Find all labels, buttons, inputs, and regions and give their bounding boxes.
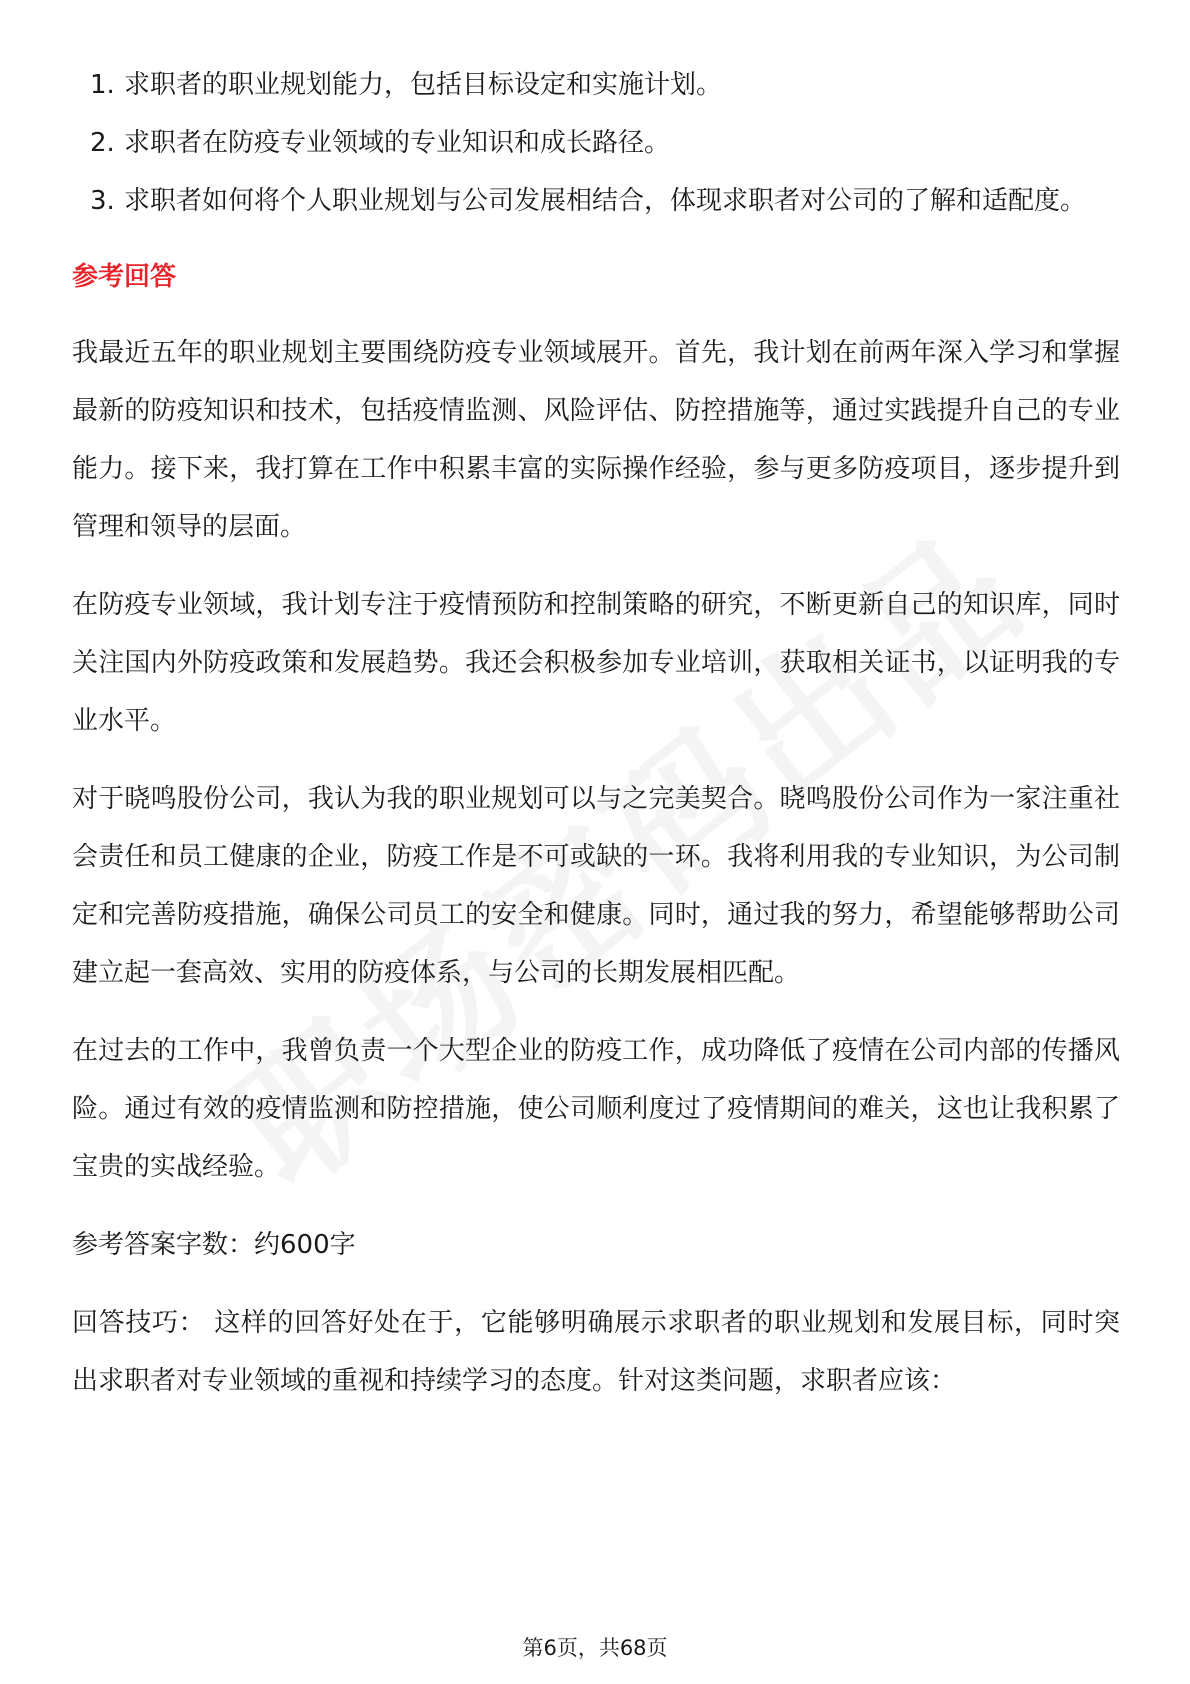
word-count-note: 参考答案字数：约600字: [72, 1230, 356, 1260]
list-item-text: 求职者在防疫专业领域的专业知识和成长路径。: [124, 128, 671, 158]
answer-tips: 回答技巧： 这样的回答好处在于，它能够明确展示求职者的职业规划和发展目标，同时突出求职者对专业领域的重视和持续学习的态度。针对这类问题，求职者应该：: [72, 1308, 1120, 1396]
list-item-text: 求职者的职业规划能力，包括目标设定和实施计划。: [124, 70, 723, 100]
list-item: [72, 56, 1120, 114]
answer-paragraph: 在防疫专业领域，我计划专注于疫情预防和控制策略的研究，不断更新自己的知识库，同时关注国内外防疫政策和发展趋势。我还会积极参加专业培训，获取相关证书，以证明我的专业水平。: [72, 590, 1120, 736]
reference-answer-heading: 参考回答: [72, 262, 177, 292]
list-item-number: 1.: [90, 70, 115, 100]
answer-paragraph: 对于晓鸣股份公司，我认为我的职业规划可以与之完美契合。晓鸣股份公司作为一家注重社会责任和员工健康的企业，防疫工作是不可或缺的一环。我将利用我的专业知识，为公司制定和完善防疫措施，确保公司员工的安全和健康。同时，通过我的努力，希望能够帮助公司建立起一套高效、实用的防疫体系，与公司的长期发展相匹配。: [72, 784, 1120, 988]
list-item-number: 2.: [90, 128, 115, 158]
list-item: [72, 114, 1120, 172]
list-item-number: 3.: [90, 186, 115, 216]
list-item-text: 求职者如何将个人职业规划与公司发展相结合，体现求职者对公司的了解和适配度。: [124, 186, 1087, 216]
page-content: [72, 56, 1120, 1430]
evaluation-criteria-list: [72, 56, 1120, 230]
page-number-footer: 第6页，共68页: [522, 1636, 668, 1660]
answer-paragraph: 在过去的工作中，我曾负责一个大型企业的防疫工作，成功降低了疫情在公司内部的传播风险。通过有效的疫情监测和防控措施，使公司顺利度过了疫情期间的难关，这也让我积累了宝贵的实战经验。: [72, 1036, 1120, 1182]
answer-paragraph: 我最近五年的职业规划主要围绕防疫专业领域展开。首先，我计划在前两年深入学习和掌握最新的防疫知识和技术，包括疫情监测、风险评估、防控措施等，通过实践提升自己的专业能力。接下来，我打算在工作中积累丰富的实际操作经验，参与更多防疫项目，逐步提升到管理和领导的层面。: [72, 338, 1120, 542]
list-item: [72, 172, 1120, 230]
